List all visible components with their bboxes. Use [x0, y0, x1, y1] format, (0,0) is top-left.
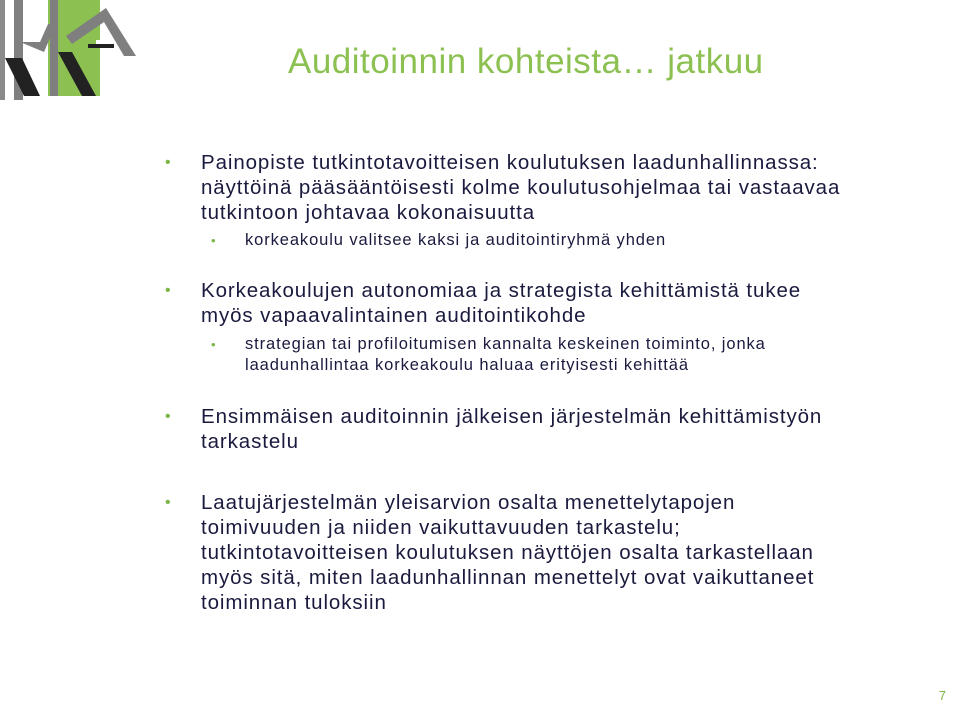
bullet-line: tutkintoon johtavaa kokonaisuutta — [201, 201, 535, 224]
bullet-line: tarkastelu — [201, 430, 299, 453]
sub-bullet-item — [211, 334, 935, 376]
bullet-item — [165, 278, 935, 328]
bullet-line: myös sitä, miten laadunhallinnan menettelyt ovat vaikuttaneet — [201, 566, 815, 589]
bullet-line: Ensimmäisen auditoinnin jälkeisen järjestelmän kehittämistyön — [201, 405, 823, 428]
bullet-line: tutkintotavoitteisen koulutuksen näyttöjen osalta tarkastellaan — [201, 541, 814, 564]
sub-bullet-line: laadunhallintaa korkeakoulu haluaa erityisesti kehittää — [245, 356, 689, 374]
bullet-item — [165, 490, 935, 615]
bullet-line: Painopiste tutkintotavoitteisen koulutuksen laadunhallinnassa: — [201, 151, 819, 174]
sub-bullet-line: korkeakoulu valitsee kaksi ja auditointiryhmä yhden — [245, 231, 667, 249]
bullet-dot-icon: • — [165, 494, 171, 511]
sub-bullet-dot-icon: • — [211, 233, 216, 248]
bullet-line: toiminnan tuloksiin — [201, 591, 387, 614]
bullet-list — [165, 150, 935, 615]
bullet-item — [165, 150, 935, 225]
bullet-line: myös vapaavalintainen auditointikohde — [201, 304, 587, 327]
bullet-dot-icon: • — [165, 154, 171, 171]
kka-logo-icon — [0, 0, 140, 100]
bullet-line: Laatujärjestelmän yleisarvion osalta menettelytapojen — [201, 491, 736, 514]
bullet-line: Korkeakoulujen autonomiaa ja strategista kehittämistä tukee — [201, 279, 802, 302]
bullet-dot-icon: • — [165, 408, 171, 425]
bullet-line: näyttöinä pääsääntöisesti kolme koulutusohjelmaa tai vastaavaa — [201, 176, 841, 199]
slide-title: Auditoinnin kohteista… jatkuu — [288, 42, 764, 81]
sub-bullet-line: strategian tai profiloitumisen kannalta keskeinen toiminto, jonka — [245, 335, 766, 353]
bullet-item — [165, 404, 935, 454]
page-number: 7 — [938, 688, 946, 703]
sub-bullet-item — [211, 230, 935, 251]
bullet-line: toimivuuden ja niiden vaikuttavuuden tarkastelu; — [201, 516, 681, 539]
sub-bullet-dot-icon: • — [211, 337, 216, 352]
bullet-dot-icon: • — [165, 282, 171, 299]
